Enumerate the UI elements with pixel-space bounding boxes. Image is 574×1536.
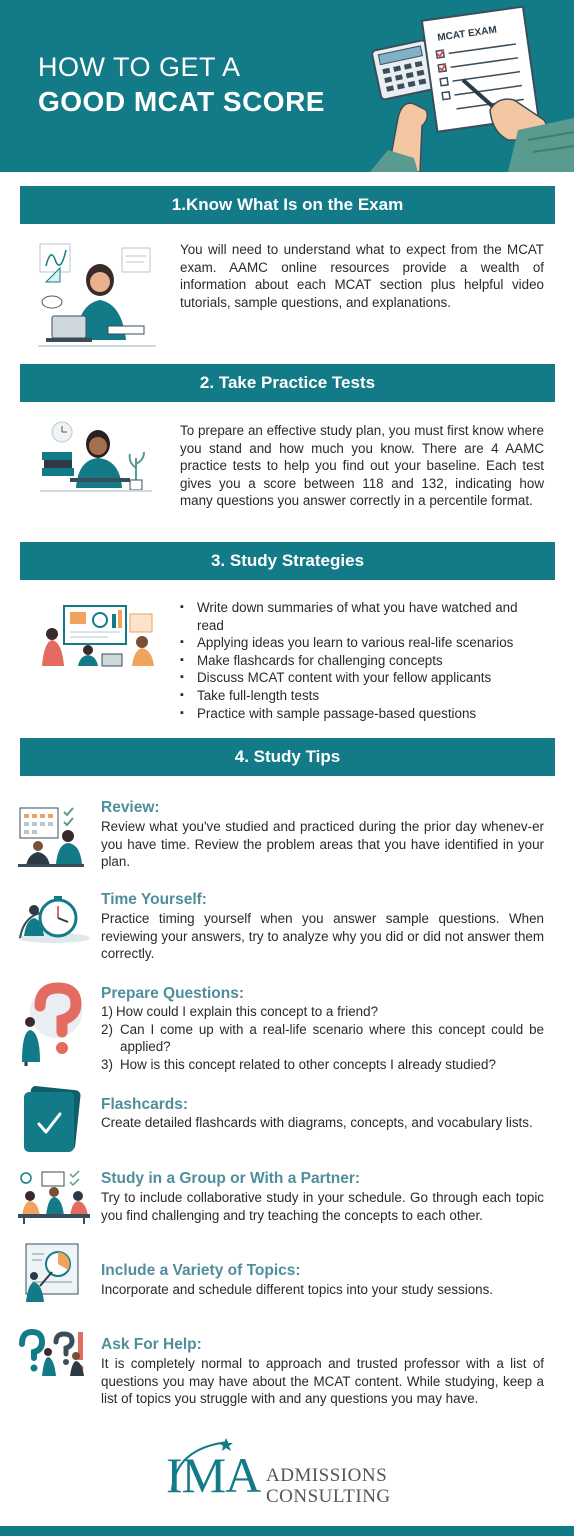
list-item	[101, 1021, 544, 1056]
tip-text-ask-help: It is completely normal to approach and trusted professor with a list of questions you may have about the MCAT content. While studying, keep a list of topics you struggle with and any questions you may have.	[101, 1356, 544, 1407]
list-item: ▪ Make flashcards for challenging concepts	[180, 652, 546, 670]
tip-title-study-group: Study in a Group or With a Partner:	[101, 1170, 361, 1187]
ask-for-help-illustration	[16, 1328, 92, 1378]
review-calendar-illustration	[16, 806, 88, 868]
header-title-line1: HOW TO GET A	[38, 52, 241, 82]
tip-text-time-yourself: Practice timing yourself when you answer sample questions. When reviewing your answers, try to analyze why you did or did not answer them correctly.	[101, 911, 544, 962]
practice-test-illustration	[40, 418, 152, 493]
tip-title-variety-topics: Include a Variety of Topics:	[101, 1262, 301, 1279]
list-item: ▪ Write down summaries of what you have watched and read	[180, 599, 546, 634]
prepare-questions-list	[101, 1003, 544, 1073]
exam-paper-illustration	[368, 0, 574, 172]
question-number: 1)	[101, 1004, 113, 1019]
student-studying-illustration	[38, 240, 156, 350]
logo-word-consulting: CONSULTING	[266, 1486, 391, 1507]
question-number: 3)	[101, 1056, 113, 1072]
section-title-practice-tests: 2. Take Practice Tests	[20, 364, 555, 402]
section-title-study-strategies: 3. Study Strategies	[20, 542, 555, 580]
tip-title-ask-help: Ask For Help:	[101, 1336, 202, 1353]
section-text-practice-tests: To prepare an effective study plan, you must first know where you stand and how much you know. There are 4 AAMC practice tests to help you find out your baseline. Each test gives you a score between 118 and 132, indicating how many questions you answer correctly in a percentile format.	[180, 423, 544, 509]
logo-word-admissions: ADMISSIONS	[266, 1465, 388, 1486]
section-title-know-exam: 1.Know What Is on the Exam	[20, 186, 555, 224]
question-text: How could I explain this concept to a friend?	[116, 1004, 379, 1019]
tip-title-time-yourself: Time Yourself:	[101, 891, 207, 908]
tip-title-review: Review:	[101, 799, 160, 816]
question-text: How is this concept related to other concepts I already studied?	[120, 1056, 496, 1072]
list-item: ▪ Discuss MCAT content with your fellow applicants	[180, 669, 546, 687]
question-number: 2)	[101, 1021, 113, 1037]
tip-text-study-group: Try to include collaborative study in your schedule. Go through each topic you find challenging and try teaching the concepts to each other.	[101, 1190, 544, 1223]
section-title-study-tips: 4. Study Tips	[20, 738, 555, 776]
study-group-illustration	[16, 1170, 92, 1224]
question-text: Can I come up with a real-life scenario where this concept could be applied?	[120, 1021, 544, 1055]
ima-admissions-logo	[166, 1438, 416, 1513]
section-text-know-exam: You will need to understand what to expect from the MCAT exam. AAMC online resources provide a wealth of information about each MCAT section plus helpful video tutorials, sample questions, and explanations.	[180, 242, 544, 310]
header-banner	[0, 0, 574, 172]
study-strategies-list	[180, 599, 546, 722]
tip-title-flashcards: Flashcards:	[101, 1096, 189, 1113]
list-item	[101, 1056, 544, 1074]
exam-paper-label: MCAT EXAM	[436, 24, 498, 44]
tip-text-review: Review what you've studied and practiced during the prior day whenev-er you have time. Review the problem areas that you have identified in your plan.	[101, 819, 544, 870]
footer-bar	[0, 1526, 574, 1536]
list-item: ▪ Take full-length tests	[180, 687, 546, 705]
list-item: ▪ Practice with sample passage-based questions	[180, 705, 546, 723]
list-item	[101, 1003, 544, 1021]
study-strategies-illustration	[38, 604, 156, 668]
list-item: ▪ Applying ideas you learn to various real-life scenarios	[180, 634, 546, 652]
logo-mark: IMA	[166, 1447, 261, 1503]
flashcard-check-icon	[20, 1086, 84, 1156]
tip-text-flashcards: Create detailed flashcards with diagrams, concepts, and vocabulary lists.	[101, 1115, 533, 1130]
tip-title-prepare-questions: Prepare Questions:	[101, 985, 244, 1002]
stopwatch-icon	[16, 892, 92, 944]
question-mark-icon	[16, 982, 86, 1066]
tip-text-variety-topics: Incorporate and schedule different topics into your study sessions.	[101, 1282, 494, 1297]
header-title-line2: GOOD MCAT SCORE	[38, 86, 325, 117]
variety-topics-illustration	[20, 1242, 86, 1304]
